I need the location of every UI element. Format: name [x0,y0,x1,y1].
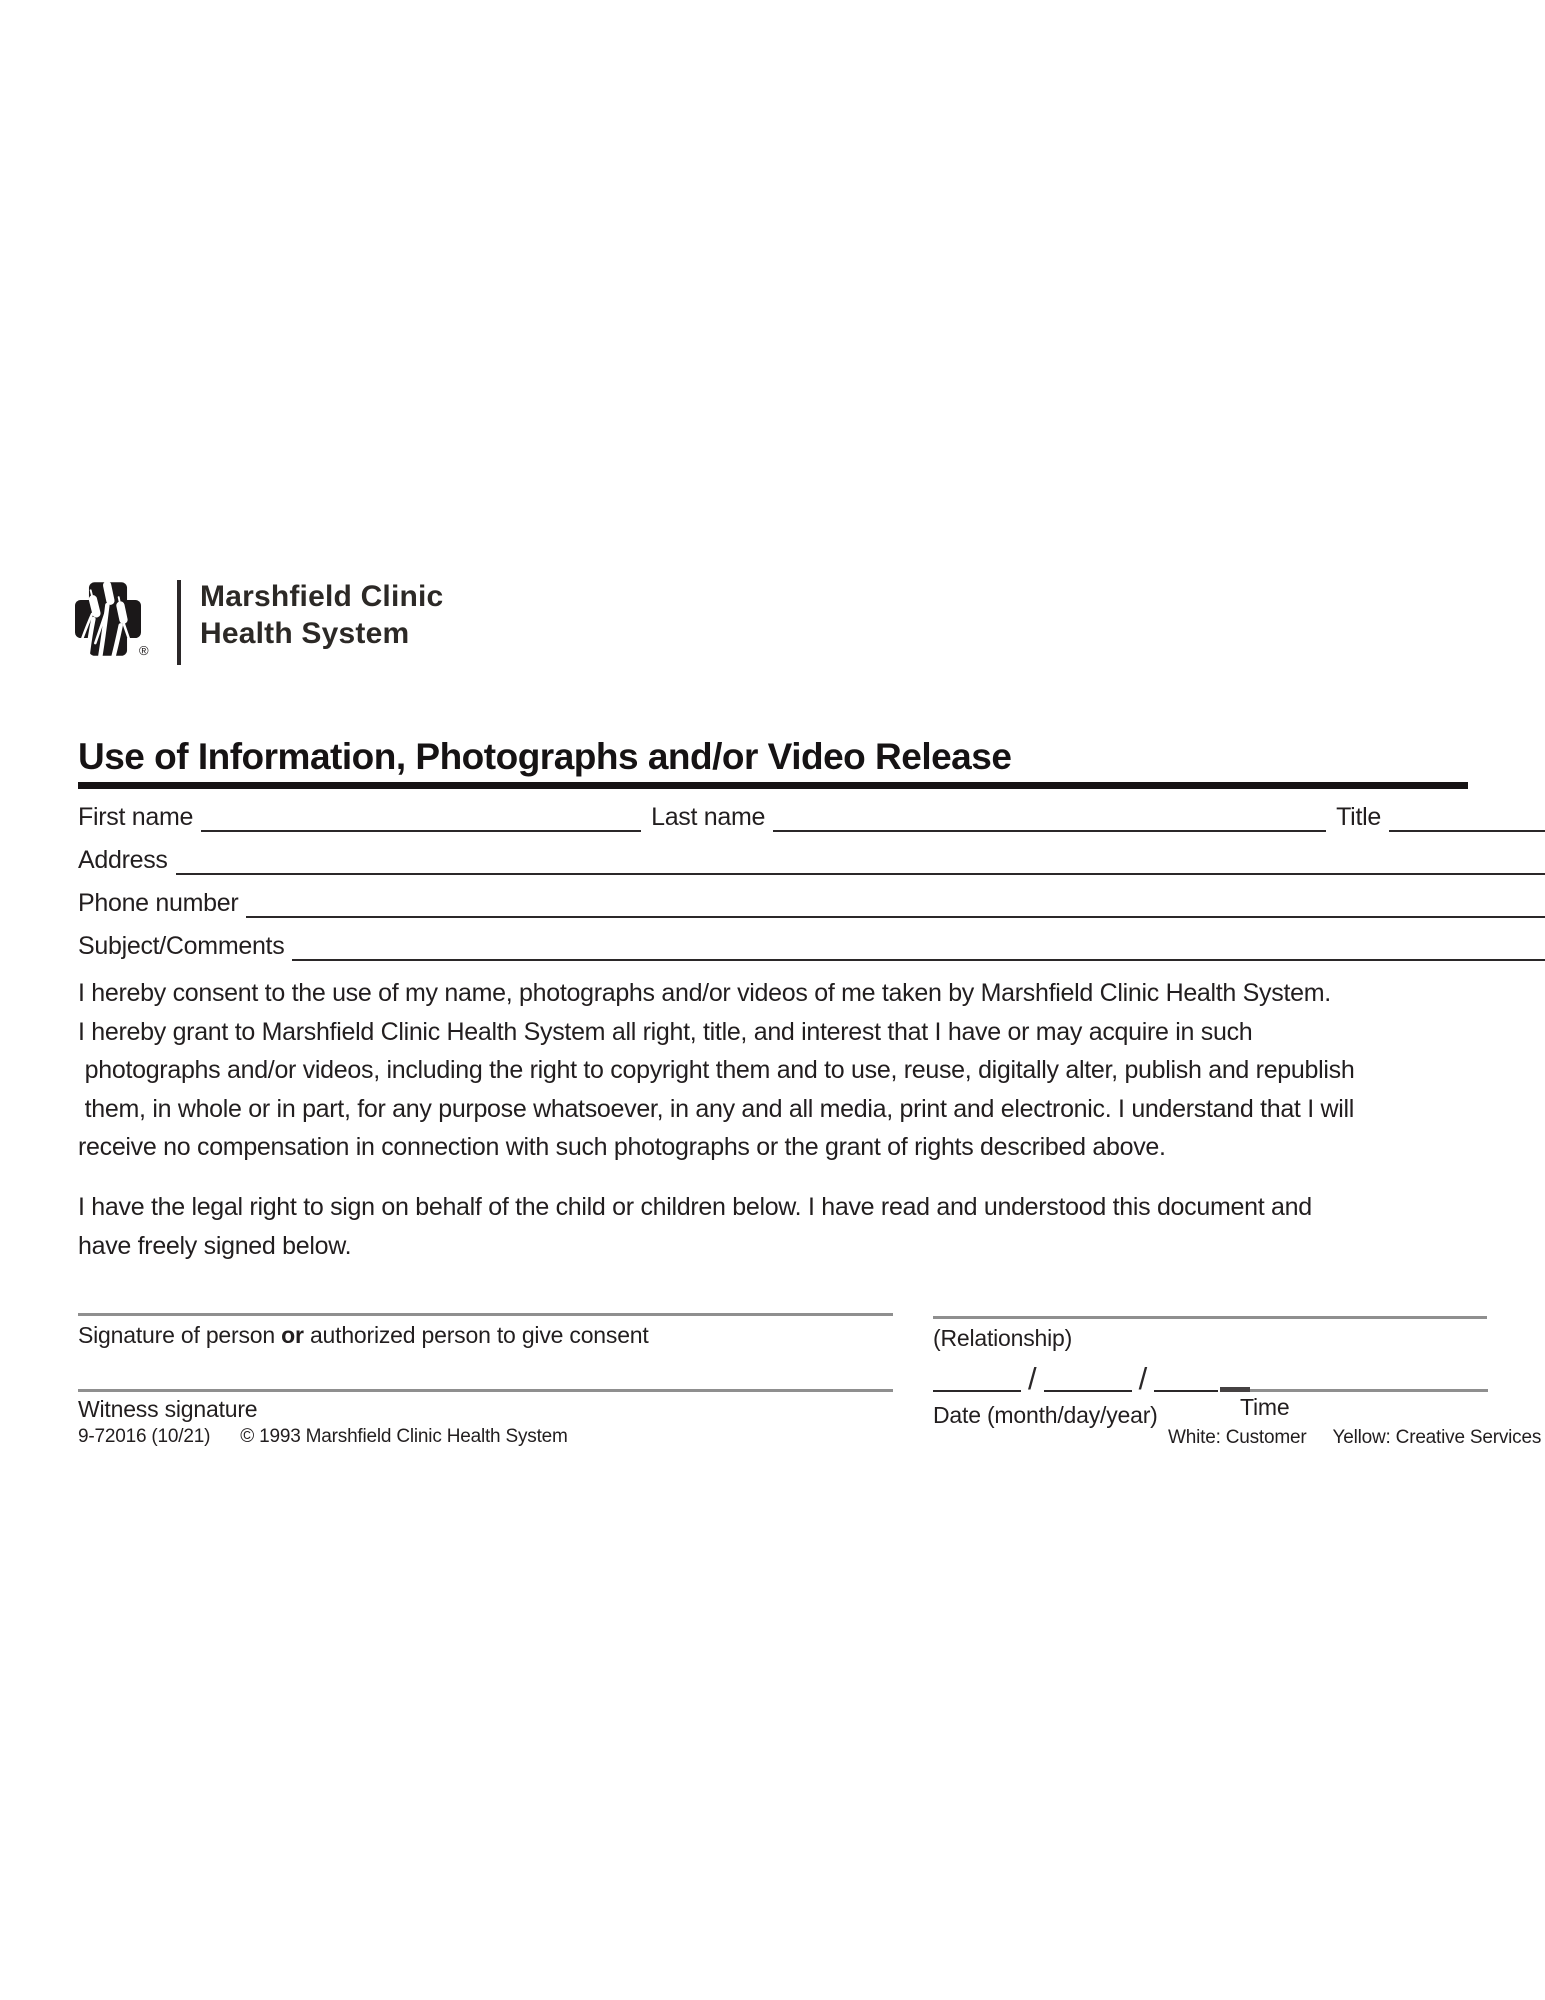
date-month-blank [933,1380,1021,1392]
last-name-blank-line [773,796,1326,832]
title-rule [78,782,1468,789]
phone-label: Phone number [78,889,239,917]
form-title: Use of Information, Photographs and/or Video Release [78,736,1012,777]
witness-signature-label: Witness signature [78,1396,258,1422]
logo-divider [177,580,181,665]
witness-signature-line [78,1389,893,1392]
date-year-blank [1154,1380,1218,1392]
phone-blank-line [246,882,1545,918]
date-day-blank [1044,1380,1132,1392]
title-blank-line [1389,796,1545,832]
consent-paragraph-line: receive no compensation in connection with such photographs or the grant of rights described above. [78,1133,1166,1161]
form-number: 9-72016 (10/21) [78,1426,211,1447]
first-name-label: First name [78,803,194,831]
legal-paragraph [78,1188,1312,1265]
subject-row [78,921,1545,961]
date-year-end-mark [1220,1377,1250,1392]
logo-name-line1: Marshfield Clinic [200,580,444,613]
relationship-line [933,1316,1487,1319]
copy-distribution [1168,1427,1541,1449]
subject-comments-label: Subject/Comments [78,932,285,960]
consent-paragraph-line: photographs and/or videos, including the right to copyright them and to use, reuse, digitally alter, publish and republish [78,1056,1355,1084]
name-title-row [78,792,1545,832]
date-time-line [933,1360,1488,1396]
consent-signature-line [78,1313,893,1316]
legal-paragraph-line: I have the legal right to sign on behalf of the child or children below. I have read and understood this document and [78,1193,1312,1221]
legal-paragraph-line: have freely signed below. [78,1231,352,1260]
phone-row [78,878,1545,918]
address-row [78,835,1545,875]
logo-name-line2: Health System [200,617,410,650]
address-label: Address [78,846,168,874]
time-blank-line [1250,1379,1488,1392]
copyright-notice: © 1993 Marshfield Clinic Health System [240,1426,568,1447]
marshfield-cattails-cross-icon [75,577,141,661]
last-name-label: Last name [651,803,766,831]
time-label: Time [1240,1394,1290,1420]
address-blank-line [176,839,1545,875]
logo-wordmark [200,578,443,652]
consent-caption-or: or [281,1322,304,1348]
form-footer-left [78,1426,568,1448]
consent-paragraph-line: them, in whole or in part, for any purpose whatsoever, in any and all media, print and electronic. I understand that I will [78,1094,1355,1123]
yellow-copy-label: Yellow: Creative Services [1332,1427,1542,1448]
registered-trademark-mark: ® [139,643,149,658]
date-label: Date (month/day/year) [933,1402,1158,1428]
consent-paragraph-line: I hereby consent to the use of my name, photographs and/or videos of me taken by Marshfield Clinic Health System. [78,979,1331,1007]
white-copy-label: White: Customer [1168,1427,1307,1448]
consent-caption-prefix: Signature of person [78,1322,282,1348]
title-label: Title [1336,803,1381,831]
consent-caption-suffix: authorized person to give consent [303,1322,649,1348]
subject-blank-line [292,925,1545,961]
date-slash: / [1028,1361,1037,1396]
relationship-label: (Relationship) [933,1325,1073,1351]
consent-paragraph-line: I hereby grant to Marshfield Clinic Health System all right, title, and interest that I have or may acquire in such [78,1017,1253,1046]
consent-paragraph [78,974,1354,1167]
first-name-blank-line [201,796,641,832]
date-slash: / [1138,1361,1148,1396]
consent-signature-caption [78,1322,649,1349]
